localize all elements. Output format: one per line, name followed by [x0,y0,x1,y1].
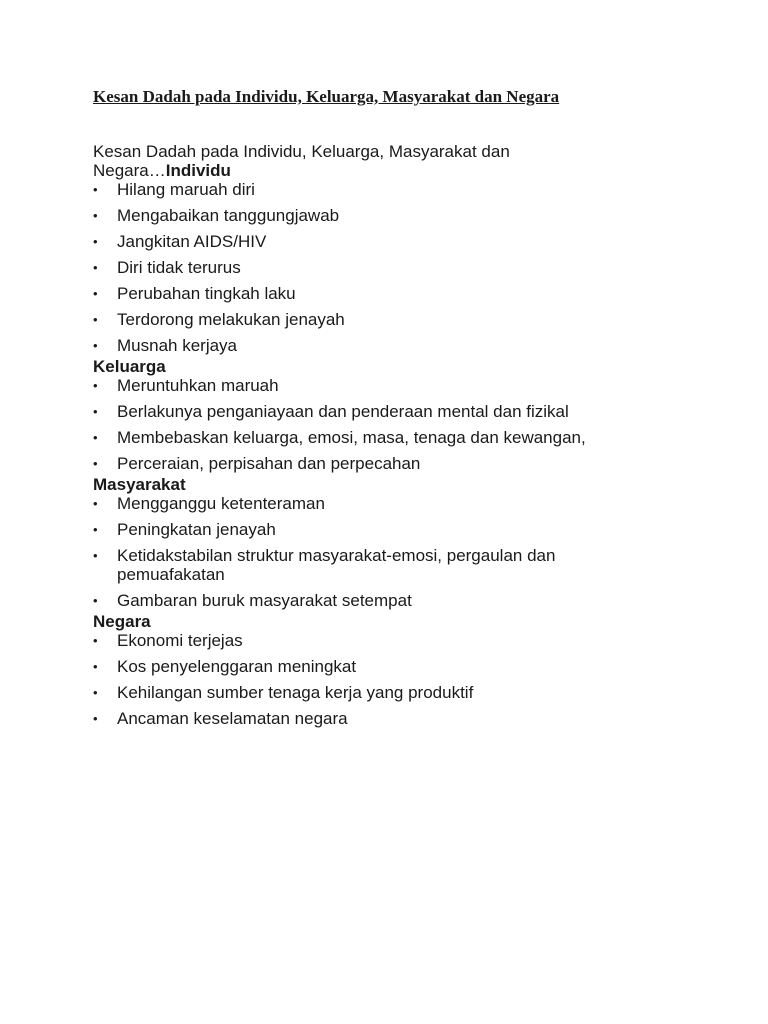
list-individu [93,180,693,355]
list-item [93,631,693,650]
list-item [93,376,693,395]
bullet-icon: • [93,312,98,327]
bullet-icon: • [93,338,98,353]
list-item [93,709,693,728]
list-keluarga [93,376,693,473]
list-item-text: Mengabaikan tanggungjawab [117,206,340,225]
list-item [93,454,693,473]
list-item-text: Berlakunya penganiayaan dan penderaan mental dan fizikal [117,402,569,421]
list-item [93,494,693,513]
section-heading-keluarga: Keluarga [93,357,166,376]
bullet-icon: • [93,286,98,301]
list-item-text: Gambaran buruk masyarakat setempat [117,591,412,610]
bullet-icon: • [93,711,98,726]
section-heading-negara: Negara [93,612,151,631]
list-item [93,546,587,584]
bullet-icon: • [93,456,98,471]
bullet-icon: • [93,659,98,674]
list-item [93,310,693,329]
intro-line-1: Kesan Dadah pada Individu, Keluarga, Masyarakat dan [93,142,510,161]
list-item-text: Membebaskan keluarga, emosi, masa, tenaga dan kewangan, [117,428,586,447]
list-item [93,336,693,355]
list-item [93,232,693,251]
list-item-text: Peningkatan jenayah [117,520,276,539]
list-item [93,520,693,539]
bullet-icon: • [93,522,98,537]
list-item-text: Ekonomi terjejas [117,631,243,650]
list-item-text: Perceraian, perpisahan dan perpecahan [117,454,421,473]
list-item-text: Ancaman keselamatan negara [117,709,348,728]
list-negara [93,631,693,728]
list-item-text: Mengganggu ketenteraman [117,494,325,513]
list-item [93,402,693,421]
list-item-text: Kos penyelenggaran meningkat [117,657,357,676]
bullet-icon: • [93,685,98,700]
list-item-text: Ketidakstabilan struktur masyarakat-emosi, pergaulan dan pemuafakatan [117,546,556,584]
list-item-text: Terdorong melakukan jenayah [117,310,345,329]
list-item-text: Kehilangan sumber tenaga kerja yang produktif [117,683,474,702]
list-item [93,206,693,225]
bullet-icon: • [93,548,98,563]
bullet-icon: • [93,430,98,445]
section-heading-masyarakat: Masyarakat [93,475,186,494]
list-item-text: Perubahan tingkah laku [117,284,296,303]
list-item [93,284,693,303]
list-item-text: Hilang maruah diri [117,180,255,199]
bullet-icon: • [93,633,98,648]
section-heading-individu: Individu [165,161,231,180]
list-item [93,428,693,447]
bullet-icon: • [93,260,98,275]
bullet-icon: • [93,496,98,511]
bullet-icon: • [93,234,98,249]
bullet-icon: • [93,404,98,419]
list-item-text: Musnah kerjaya [117,336,238,355]
bullet-icon: • [93,593,98,608]
document-title: Kesan Dadah pada Individu, Keluarga, Masyarakat dan Negara [93,87,560,106]
intro-line-2: Negara… [93,161,166,180]
intro-paragraph [93,142,693,180]
list-item-text: Diri tidak terurus [117,258,241,277]
bullet-icon: • [93,182,98,197]
list-item [93,258,693,277]
list-item [93,591,693,610]
bullet-icon: • [93,208,98,223]
list-masyarakat [93,494,693,610]
list-item-text: Meruntuhkan maruah [117,376,279,395]
document-body [93,142,693,730]
list-item-text: Jangkitan AIDS/HIV [117,232,267,251]
list-item [93,180,693,199]
bullet-icon: • [93,378,98,393]
list-item [93,683,693,702]
list-item [93,657,693,676]
